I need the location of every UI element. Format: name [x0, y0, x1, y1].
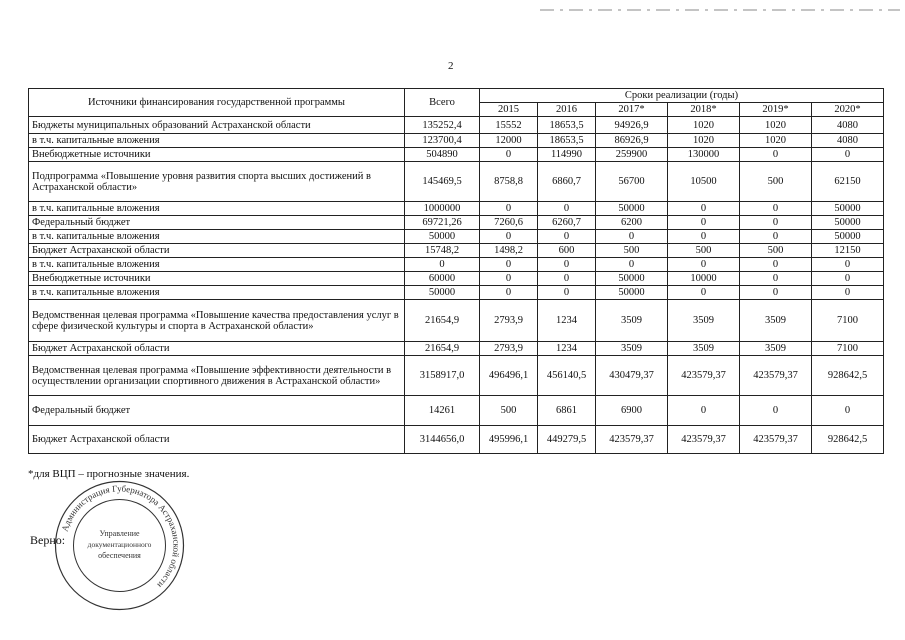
verified-mark: Верно: — [30, 533, 66, 547]
year-value: 423579,37 — [740, 426, 812, 454]
year-value: 495996,1 — [480, 426, 538, 454]
row-label: в т.ч. капитальные вложения — [29, 258, 405, 272]
year-value: 114990 — [538, 148, 596, 162]
year-value: 496496,1 — [480, 356, 538, 396]
year-column-header: 2019* — [740, 103, 812, 117]
year-value: 2793,9 — [480, 342, 538, 356]
year-value: 0 — [812, 258, 884, 272]
svg-text:Администрация Губернатора Астр: Администрация Губернатора Астраханской области — [59, 483, 182, 591]
page-number: 2 — [448, 60, 454, 72]
year-value: 0 — [812, 272, 884, 286]
year-value: 423579,37 — [668, 356, 740, 396]
year-value: 2793,9 — [480, 300, 538, 342]
table-row — [29, 202, 884, 216]
row-total: 50000 — [405, 230, 480, 244]
year-value: 0 — [480, 272, 538, 286]
year-value: 6860,7 — [538, 162, 596, 202]
year-value: 4080 — [812, 134, 884, 148]
year-value: 0 — [740, 148, 812, 162]
year-value: 0 — [480, 286, 538, 300]
footnote: *для ВЦП – прогнозные значения. — [28, 468, 190, 480]
year-value: 50000 — [812, 216, 884, 230]
year-value: 1020 — [668, 134, 740, 148]
year-value: 10500 — [668, 162, 740, 202]
row-total: 145469,5 — [405, 162, 480, 202]
year-value: 0 — [812, 286, 884, 300]
year-value: 430479,37 — [596, 356, 668, 396]
year-value: 0 — [668, 216, 740, 230]
row-label: Внебюджетные источники — [29, 148, 405, 162]
year-value: 0 — [668, 258, 740, 272]
year-value: 3509 — [668, 342, 740, 356]
year-value: 0 — [740, 286, 812, 300]
table-row — [29, 117, 884, 134]
row-label: в т.ч. капитальные вложения — [29, 286, 405, 300]
year-value: 0 — [596, 258, 668, 272]
table-row — [29, 356, 884, 396]
year-value: 0 — [812, 396, 884, 426]
table-row — [29, 230, 884, 244]
year-value: 7100 — [812, 342, 884, 356]
year-value: 18653,5 — [538, 117, 596, 134]
year-column-header: 2017* — [596, 103, 668, 117]
row-label: Федеральный бюджет — [29, 396, 405, 426]
year-value: 456140,5 — [538, 356, 596, 396]
row-label: Подпрограмма «Повышение уровня развития спорта высших достижений в Астраханской области» — [29, 162, 405, 202]
row-total: 60000 — [405, 272, 480, 286]
row-label: Бюджеты муниципальных образований Астраханской области — [29, 117, 405, 134]
year-value: 62150 — [812, 162, 884, 202]
scan-artifact — [480, 0, 900, 6]
row-label: Ведомственная целевая программа «Повышение эффективности деятельности в осуществлении организации спортивного движения в Астраханской области» — [29, 356, 405, 396]
year-value: 1234 — [538, 342, 596, 356]
year-value: 50000 — [596, 272, 668, 286]
row-total: 123700,4 — [405, 134, 480, 148]
total-column-header: Всего — [405, 89, 480, 117]
year-value: 1020 — [740, 134, 812, 148]
year-value: 500 — [480, 396, 538, 426]
year-value: 0 — [480, 230, 538, 244]
year-column-header: 2015 — [480, 103, 538, 117]
row-total: 3158917,0 — [405, 356, 480, 396]
year-value: 423579,37 — [668, 426, 740, 454]
year-value: 1020 — [740, 117, 812, 134]
year-value: 18653,5 — [538, 134, 596, 148]
year-value: 928642,5 — [812, 426, 884, 454]
year-value: 0 — [740, 202, 812, 216]
year-value: 56700 — [596, 162, 668, 202]
year-value: 0 — [480, 148, 538, 162]
year-value: 0 — [538, 286, 596, 300]
year-value: 0 — [668, 396, 740, 426]
year-value: 423579,37 — [596, 426, 668, 454]
year-value: 8758,8 — [480, 162, 538, 202]
year-value: 12000 — [480, 134, 538, 148]
year-value: 500 — [740, 162, 812, 202]
year-value: 449279,5 — [538, 426, 596, 454]
year-column-header: 2018* — [668, 103, 740, 117]
year-value: 500 — [740, 244, 812, 258]
table-row — [29, 286, 884, 300]
row-label: в т.ч. капитальные вложения — [29, 202, 405, 216]
year-value: 7100 — [812, 300, 884, 342]
year-value: 6900 — [596, 396, 668, 426]
table-row — [29, 272, 884, 286]
year-value: 50000 — [812, 230, 884, 244]
table-row — [29, 258, 884, 272]
table-row — [29, 300, 884, 342]
year-value: 500 — [668, 244, 740, 258]
row-total: 21654,9 — [405, 300, 480, 342]
row-total: 3144656,0 — [405, 426, 480, 454]
year-value: 10000 — [668, 272, 740, 286]
year-value: 6861 — [538, 396, 596, 426]
financing-table — [28, 88, 884, 454]
year-value: 12150 — [812, 244, 884, 258]
year-value: 50000 — [596, 202, 668, 216]
year-value: 423579,37 — [740, 356, 812, 396]
year-value: 3509 — [740, 342, 812, 356]
year-value: 0 — [538, 230, 596, 244]
row-label: Бюджет Астраханской области — [29, 244, 405, 258]
svg-text:обеспечения: обеспечения — [98, 551, 141, 560]
table-row — [29, 244, 884, 258]
table-row — [29, 148, 884, 162]
svg-text:документационного: документационного — [87, 540, 152, 549]
source-column-header: Источники финансирования государственной программы — [29, 89, 405, 117]
row-total: 15748,2 — [405, 244, 480, 258]
year-value: 500 — [596, 244, 668, 258]
row-label: в т.ч. капитальные вложения — [29, 230, 405, 244]
row-total: 135252,4 — [405, 117, 480, 134]
year-column-header: 2016 — [538, 103, 596, 117]
row-total: 1000000 — [405, 202, 480, 216]
row-label: в т.ч. капитальные вложения — [29, 134, 405, 148]
year-value: 3509 — [740, 300, 812, 342]
year-value: 130000 — [668, 148, 740, 162]
table-row — [29, 342, 884, 356]
table-row — [29, 162, 884, 202]
year-value: 0 — [538, 202, 596, 216]
table-row — [29, 134, 884, 148]
year-value: 0 — [740, 258, 812, 272]
year-value: 86926,9 — [596, 134, 668, 148]
year-value: 928642,5 — [812, 356, 884, 396]
year-value: 0 — [668, 202, 740, 216]
table-row — [29, 396, 884, 426]
year-value: 600 — [538, 244, 596, 258]
year-column-header: 2020* — [812, 103, 884, 117]
official-seal — [52, 478, 187, 613]
row-label: Федеральный бюджет — [29, 216, 405, 230]
year-value: 0 — [480, 258, 538, 272]
period-group-header: Сроки реализации (годы) — [480, 89, 884, 103]
year-value: 0 — [480, 202, 538, 216]
year-value: 50000 — [596, 286, 668, 300]
year-value: 259900 — [596, 148, 668, 162]
year-value: 0 — [596, 230, 668, 244]
row-label: Внебюджетные источники — [29, 272, 405, 286]
year-value: 94926,9 — [596, 117, 668, 134]
year-value: 6200 — [596, 216, 668, 230]
row-total: 21654,9 — [405, 342, 480, 356]
row-label: Бюджет Астраханской области — [29, 426, 405, 454]
year-value: 0 — [740, 272, 812, 286]
year-value: 7260,6 — [480, 216, 538, 230]
year-value: 0 — [668, 230, 740, 244]
row-total: 504890 — [405, 148, 480, 162]
year-value: 1498,2 — [480, 244, 538, 258]
year-value: 0 — [740, 396, 812, 426]
year-value: 1020 — [668, 117, 740, 134]
year-value: 3509 — [668, 300, 740, 342]
year-value: 6260,7 — [538, 216, 596, 230]
year-value: 15552 — [480, 117, 538, 134]
year-value: 0 — [538, 272, 596, 286]
year-value: 4080 — [812, 117, 884, 134]
year-value: 3509 — [596, 300, 668, 342]
row-total: 50000 — [405, 286, 480, 300]
table-row — [29, 426, 884, 454]
year-value: 0 — [740, 230, 812, 244]
year-value: 0 — [538, 258, 596, 272]
row-label: Ведомственная целевая программа «Повышение качества предоставления услуг в сфере физической культуры и спорта в Астраханской области» — [29, 300, 405, 342]
table-row — [29, 216, 884, 230]
year-value: 1234 — [538, 300, 596, 342]
year-value: 3509 — [596, 342, 668, 356]
year-value: 0 — [740, 216, 812, 230]
year-value: 0 — [812, 148, 884, 162]
year-value: 50000 — [812, 202, 884, 216]
row-total: 69721,26 — [405, 216, 480, 230]
row-total: 14261 — [405, 396, 480, 426]
row-total: 0 — [405, 258, 480, 272]
row-label: Бюджет Астраханской области — [29, 342, 405, 356]
year-value: 0 — [668, 286, 740, 300]
svg-text:Управление: Управление — [99, 529, 140, 538]
